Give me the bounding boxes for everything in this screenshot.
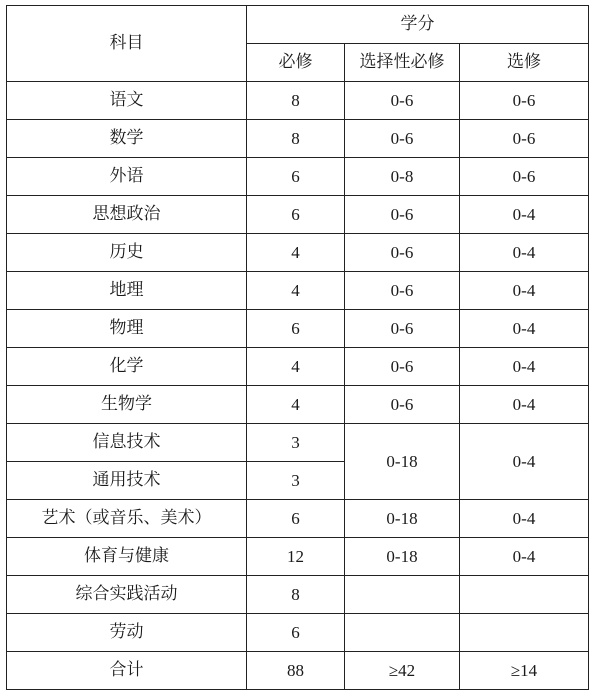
subject-cell: 体育与健康 (7, 538, 247, 576)
header-credits: 学分 (247, 6, 589, 44)
tech-elective-cell: 0-4 (460, 424, 589, 500)
table-row-info-tech (7, 424, 589, 462)
subject-cell: 语文 (7, 82, 247, 120)
table-row (7, 196, 589, 234)
required-cell: 6 (247, 158, 345, 196)
elective-cell: 0-4 (460, 538, 589, 576)
required-cell: 6 (247, 196, 345, 234)
tech-selective-required-cell: 0-18 (345, 424, 460, 500)
subject-cell: 思想政治 (7, 196, 247, 234)
total-required-cell: 88 (247, 652, 345, 690)
table-row (7, 310, 589, 348)
required-cell: 8 (247, 576, 345, 614)
elective-cell: 0-4 (460, 196, 589, 234)
header-required: 必修 (247, 44, 345, 82)
required-cell: 3 (247, 424, 345, 462)
elective-cell: 0-4 (460, 386, 589, 424)
total-selective-required-cell: ≥42 (345, 652, 460, 690)
subject-cell: 历史 (7, 234, 247, 272)
subject-cell: 数学 (7, 120, 247, 158)
header-subject: 科目 (7, 6, 247, 82)
table-row-pe (7, 538, 589, 576)
selective-required-cell: 0-18 (345, 500, 460, 538)
selective-required-cell: 0-6 (345, 348, 460, 386)
selective-required-cell: 0-6 (345, 120, 460, 158)
elective-cell: 0-4 (460, 310, 589, 348)
selective-required-cell: 0-6 (345, 272, 460, 310)
required-cell: 4 (247, 234, 345, 272)
header-selective-required: 选择性必修 (345, 44, 460, 82)
elective-cell: 0-6 (460, 158, 589, 196)
credit-table (6, 5, 589, 690)
required-cell: 4 (247, 348, 345, 386)
subject-cell: 地理 (7, 272, 247, 310)
elective-cell: 0-6 (460, 82, 589, 120)
required-cell: 4 (247, 272, 345, 310)
selective-required-cell: 0-6 (345, 82, 460, 120)
header-row-1 (7, 6, 589, 44)
subject-cell: 综合实践活动 (7, 576, 247, 614)
selective-required-cell: 0-18 (345, 538, 460, 576)
subject-cell: 外语 (7, 158, 247, 196)
required-cell: 8 (247, 82, 345, 120)
required-cell: 12 (247, 538, 345, 576)
table-row (7, 272, 589, 310)
table-row (7, 120, 589, 158)
subject-cell: 通用技术 (7, 462, 247, 500)
table-row (7, 386, 589, 424)
selective-required-cell: 0-6 (345, 386, 460, 424)
elective-cell: 0-4 (460, 234, 589, 272)
total-elective-cell: ≥14 (460, 652, 589, 690)
empty-cell (345, 576, 460, 614)
empty-cell (460, 576, 589, 614)
empty-cell (460, 614, 589, 652)
subject-cell: 劳动 (7, 614, 247, 652)
table-row (7, 348, 589, 386)
selective-required-cell: 0-6 (345, 310, 460, 348)
elective-cell: 0-4 (460, 500, 589, 538)
table-row-total (7, 652, 589, 690)
elective-cell: 0-4 (460, 272, 589, 310)
subject-cell: 信息技术 (7, 424, 247, 462)
required-cell: 3 (247, 462, 345, 500)
required-cell: 6 (247, 310, 345, 348)
required-cell: 6 (247, 614, 345, 652)
selective-required-cell: 0-6 (345, 234, 460, 272)
elective-cell: 0-4 (460, 348, 589, 386)
subject-cell: 生物学 (7, 386, 247, 424)
required-cell: 8 (247, 120, 345, 158)
header-elective: 选修 (460, 44, 589, 82)
table-row (7, 234, 589, 272)
selective-required-cell: 0-6 (345, 196, 460, 234)
elective-cell: 0-6 (460, 120, 589, 158)
table-row (7, 82, 589, 120)
selective-required-cell: 0-8 (345, 158, 460, 196)
total-label-cell: 合计 (7, 652, 247, 690)
table-row-arts (7, 500, 589, 538)
subject-cell: 艺术（或音乐、美术） (7, 500, 247, 538)
subject-cell: 化学 (7, 348, 247, 386)
table-row-labor (7, 614, 589, 652)
required-cell: 4 (247, 386, 345, 424)
table-row (7, 158, 589, 196)
required-cell: 6 (247, 500, 345, 538)
subject-cell: 物理 (7, 310, 247, 348)
table-row-practice (7, 576, 589, 614)
empty-cell (345, 614, 460, 652)
